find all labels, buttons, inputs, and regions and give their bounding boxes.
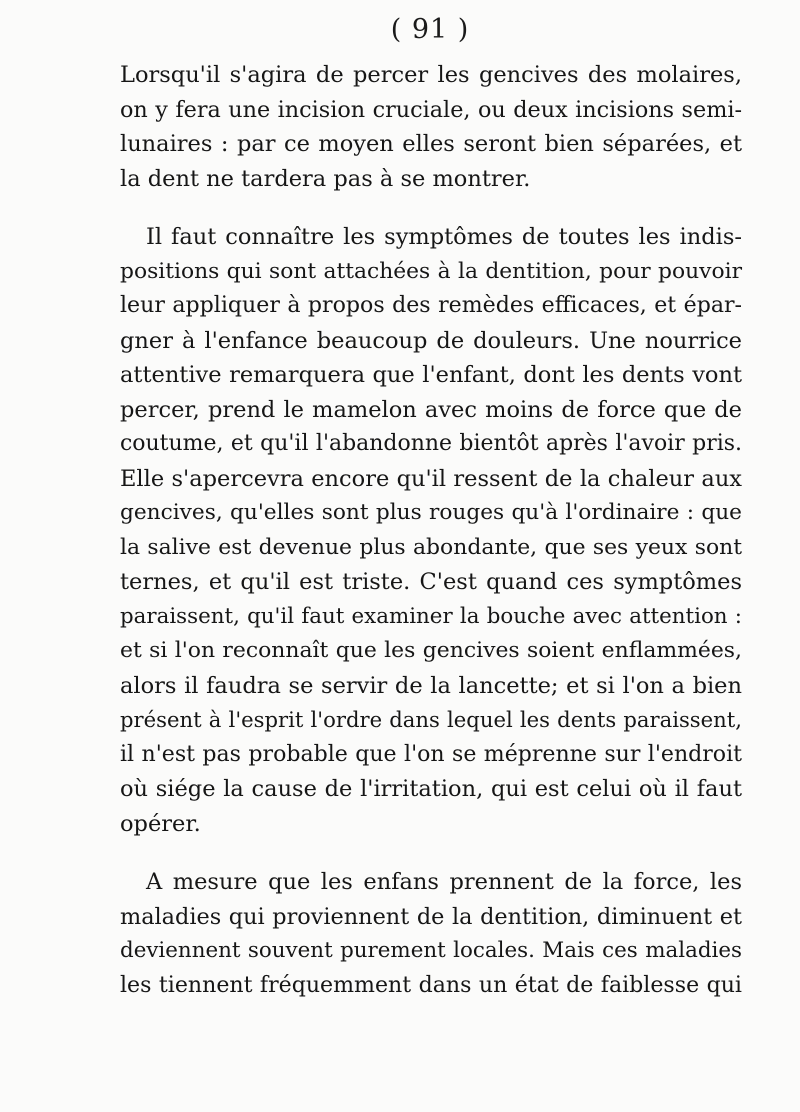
text-line: coutume, et qu'il l'abandonne bientôt après l'avoir pris. (120, 431, 742, 456)
text-line: leur appliquer à propos des remèdes efficaces, et épar- (120, 293, 742, 318)
text-line: Elle s'apercevra encore qu'il ressent de la chaleur aux (120, 465, 742, 492)
text-line: présent à l'esprit l'ordre dans lequel les dents paraissent, (120, 707, 742, 732)
text-line: Lorsqu'il s'agira de percer les gencives des molaires, (120, 62, 742, 88)
text-line: la salive est devenue plus abondante, que ses yeux sont (120, 534, 742, 560)
text-line: ternes, et qu'il est triste. C'est quand ces symptômes (120, 569, 742, 595)
text-line: et si l'on reconnaît que les gencives soient enflammées, (120, 638, 742, 663)
text-line: deviennent souvent purement locales. Mais ces maladies (120, 938, 742, 963)
text-line: les tiennent fréquemment dans un état de faiblesse qui (120, 972, 742, 998)
text-line: Il faut connaître les symptômes de toutes les indis- (146, 224, 742, 250)
text-line: percer, prend le mamelon avec moins de force que de (120, 396, 742, 423)
text-line: paraissent, qu'il faut examiner la bouche avec attention : (120, 603, 742, 629)
text-line: il n'est pas probable que l'on se méprenne sur l'endroit (120, 741, 742, 767)
paragraph-3 (120, 865, 742, 1003)
text-line: gner à l'enfance beaucoup de douleurs. Une nourrice (120, 327, 742, 354)
text-line: la dent ne tardera pas à se montrer. (120, 165, 531, 192)
text-line: maladies qui proviennent de la dentition, diminuent et (120, 903, 742, 930)
text-line: on y fera une incision cruciale, ou deux incisions semi- (120, 96, 742, 123)
text-line: A mesure que les enfans prennent de la force, les (146, 869, 742, 895)
text-line: gencives, qu'elles sont plus rouges qu'à l'ordinaire : que (120, 500, 742, 525)
paragraph-2 (120, 220, 742, 841)
text-line: opérer. (120, 810, 201, 837)
text-line: alors il faudra se servir de la lancette; et si l'on a bien (120, 672, 742, 699)
body-text (120, 58, 742, 1003)
text-line: attentive remarquera que l'enfant, dont les dents vont (120, 362, 742, 388)
paragraph-1 (120, 58, 742, 196)
text-line: où siége la cause de l'irritation, qui est celui où il faut (120, 776, 742, 802)
text-line: lunaires : par ce moyen elles seront bien séparées, et (120, 131, 742, 157)
page-number: ( 91 ) (390, 14, 470, 45)
text-line: positions qui sont attachées à la dentition, pour pouvoir (120, 258, 742, 284)
